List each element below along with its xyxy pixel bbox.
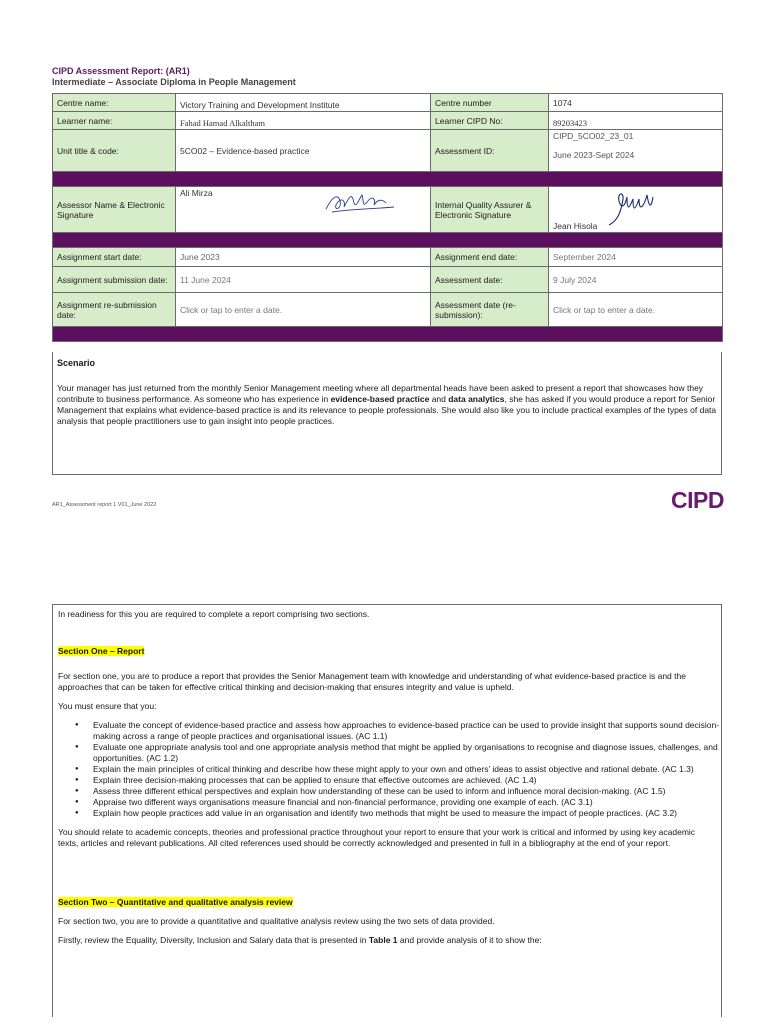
- section-one-heading: Section One – Report: [58, 646, 145, 656]
- learner-name-value: Fahad Hamad Alkaltham: [176, 112, 431, 130]
- assessor-signature: [322, 187, 398, 217]
- iqa-cell: [549, 187, 723, 233]
- assessment-id-value: CIPD_5CO02_23_01: [553, 131, 634, 141]
- section-one-text: For section one, you are to produce a report that provides the Senior Management team with knowledge and understanding of what evidence-based practice is and the approaches that can be taken for effective critical thinking and decision-making that ensures integrity and value is upheld.: [58, 671, 686, 692]
- ensure-text: You must ensure that you:: [58, 701, 157, 711]
- report-subtitle: Intermediate – Associate Diploma in People Management: [52, 77, 296, 87]
- scenario-text: Your manager has just returned from the monthly Senior Management meeting where all departmental heads have been asked to present a report that showcases how they contribute to business performance. As someone who has experience in evidence-based practice and data analytics, she has asked if you would produce a report for Senior Management that explains what evidence-based practice is and its relevance to people professionals. She would also like you to include practical examples of the types of data analysis that people practitioners use to gain insight into people practices.: [57, 383, 717, 426]
- footer-code: AR1_Assessment report 1 V01_June 2022: [52, 502, 157, 508]
- start-value: June 2023: [176, 248, 431, 267]
- section-two-text: For section two, you are to provide a quantitative and qualitative analysis review using the two sets of data provided.: [58, 916, 495, 926]
- assessment-id-label: Assessment ID:: [431, 130, 549, 172]
- divider-band: [53, 172, 723, 187]
- academic-text: You should relate to academic concepts, theories and professional practice throughout your report to ensure that your work is critical and informed by using key academic texts, articles and relevant publications. All cited references used should be correctly acknowledged and presented in full in a bibliography at the end of your report.: [58, 827, 696, 848]
- assessment-date-label: Assessment date:: [431, 267, 549, 293]
- divider-band: [53, 327, 723, 342]
- centre-name-value: Victory Training and Development Institute: [176, 94, 431, 112]
- cipd-logo: CIPD: [671, 487, 724, 513]
- unit-label: Unit title & code:: [53, 130, 176, 172]
- list-item: ● Assess three different ethical perspectives and explain how understanding of these can be used to inform and influence moral decision-making. (AC 1.5): [87, 786, 721, 797]
- resubmission-label: Assignment re-submission date:: [53, 293, 176, 327]
- list-item: ● Evaluate one appropriate analysis tool and one appropriate analysis method that might be applied by organisations to recognise and diagnose issues, challenges, and opportunities. (AC 1.2): [87, 742, 721, 764]
- criteria-list: [53, 720, 721, 819]
- scenario-heading: Scenario: [57, 358, 96, 368]
- iqa-signature: [607, 189, 657, 229]
- start-label: Assignment start date:: [53, 248, 176, 267]
- resubmission-date-field[interactable]: Click or tap to enter a date.: [176, 293, 431, 327]
- centre-name-label: Centre name:: [53, 94, 176, 112]
- report-title: CIPD Assessment Report: (AR1): [52, 66, 190, 76]
- end-value: September 2024: [549, 248, 723, 267]
- list-item: ● Explain three decision-making processes that can be applied to ensure that effective outcomes are achieved. (AC 1.4): [87, 775, 721, 786]
- list-item: ● Evaluate the concept of evidence-based practice and assess how approaches to evidence-based practice can be used to provide insight that supports sound decision-making across a range of people practices and organisational issues. (AC 1.1): [87, 720, 721, 742]
- unit-value: 5CO02 – Evidence-based practice: [176, 130, 431, 172]
- scenario-box: [52, 352, 722, 475]
- iqa-label: Internal Quality Assurer & Electronic Signature: [431, 187, 549, 233]
- assessment-id-cell: [549, 130, 723, 172]
- assessor-name: Ali Mirza: [180, 188, 213, 198]
- section-two-heading: Section Two – Quantitative and qualitative analysis review: [58, 897, 293, 907]
- list-item: ● Appraise two different ways organisations measure financial and non-financial performance, providing one example of each. (AC 3.1): [87, 797, 721, 808]
- submission-label: Assignment submission date:: [53, 267, 176, 293]
- firstly-text: Firstly, review the Equality, Diversity, Inclusion and Salary data that is presented in Table 1 and provide analysis of it to show the:: [58, 935, 542, 945]
- centre-number-value: 1074: [549, 94, 723, 112]
- assessor-label: Assessor Name & Electronic Signature: [53, 187, 176, 233]
- submission-value: 11 June 2024: [176, 267, 431, 293]
- list-item: ● Explain how people practices add value in an organisation and identify two methods that might be used to measure the impact of people practices. (AC 3.2): [87, 808, 721, 819]
- learner-cipd-label: Learner CIPD No:: [431, 112, 549, 130]
- centre-number-label: Centre number: [431, 94, 549, 112]
- assessment-resub-date-field[interactable]: Click or tap to enter a date.: [549, 293, 723, 327]
- list-item: ● Explain the main principles of critical thinking and describe how these might apply to your own and others’ ideas to assist objective and rational debate. (AC 1.3): [87, 764, 721, 775]
- assessment-period: June 2023-Sept 2024: [553, 150, 635, 160]
- iqa-name: Jean Hisola: [553, 221, 598, 231]
- assessment-date-value: 9 July 2024: [549, 267, 723, 293]
- assessment-resub-label: Assessment date (re-submission):: [431, 293, 549, 327]
- brief-intro: In readiness for this you are required to complete a report comprising two sections.: [58, 609, 370, 619]
- divider-band: [53, 233, 723, 248]
- assessor-cell: [176, 187, 431, 233]
- learner-cipd-value: 89203423: [549, 112, 723, 130]
- brief-box: [52, 604, 722, 1017]
- learner-name-label: Learner name:: [53, 112, 176, 130]
- assessment-info-table: [52, 93, 723, 342]
- end-label: Assignment end date:: [431, 248, 549, 267]
